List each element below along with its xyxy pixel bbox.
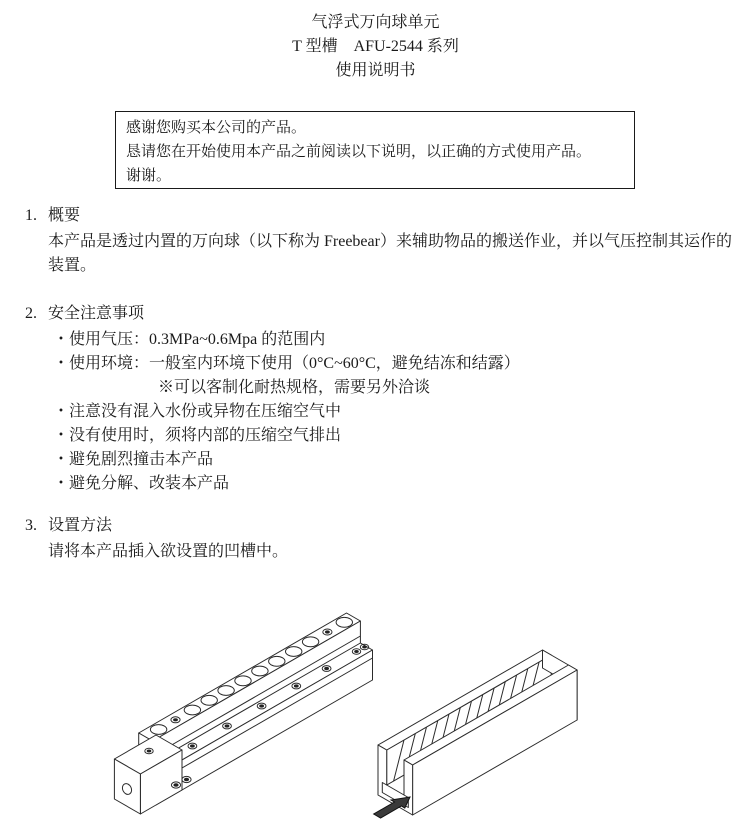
- section-safety: [25, 302, 733, 496]
- notice-line-2: 恳请您在开始使用本产品之前阅读以下说明，以正确的方式使用产品。: [126, 144, 592, 160]
- section-installation: [25, 514, 733, 564]
- safety-item-environment: ・使用环境：一般室内环境下使用（0°C~60°C，避免结冻和结露）: [53, 355, 520, 372]
- safety-bullet-list: [25, 328, 733, 496]
- notice-line-3: 谢谢。: [126, 168, 172, 184]
- section-3-heading: [25, 514, 733, 538]
- title-product-name: 气浮式万向球单元: [311, 14, 440, 31]
- section-1-title: 概要: [48, 207, 81, 224]
- section-3-title: 设置方法: [48, 517, 113, 534]
- document-title-block: [0, 11, 751, 83]
- section-2-number: 2.: [25, 305, 37, 322]
- safety-item-impact: ・避免剧烈撞击本产品: [53, 451, 214, 468]
- section-1-heading: [25, 204, 733, 228]
- safety-item-exhaust: ・没有使用时，须将内部的压缩空气排出: [53, 427, 342, 444]
- figure-afu-unit-drawing: [114, 613, 372, 814]
- section-3-body: 请将本产品插入欲设置的凹槽中。: [48, 543, 289, 560]
- safety-item-disassembly: ・避免分解、改装本产品: [53, 475, 230, 492]
- safety-item-pressure: ・使用气压：0.3MPa~0.6Mpa 的范围内: [53, 331, 326, 348]
- section-overview: [25, 204, 733, 278]
- notice-box: [115, 111, 635, 189]
- section-2-title: 安全注意事项: [48, 305, 145, 322]
- title-manual-type: 使用说明书: [335, 62, 416, 79]
- safety-note-custom-heat: ※可以客制化耐热规格，需要另外洽谈: [158, 379, 431, 396]
- section-3-number: 3.: [25, 517, 37, 534]
- figure-t-slot-groove-drawing: [374, 650, 577, 818]
- section-2-heading: [25, 302, 733, 326]
- safety-item-air-quality: ・注意没有混入水份或异物在压缩空气中: [53, 403, 342, 420]
- title-series: T 型槽 AFU-2544 系列: [292, 38, 459, 55]
- section-1-number: 1.: [25, 207, 37, 224]
- notice-line-1: 感谢您购买本公司的产品。: [126, 120, 307, 136]
- section-1-body: 本产品是透过内置的万向球（以下称为 Freebear）来辅助物品的搬送作业，并以气压控制其运作的装置。: [48, 233, 732, 274]
- insertion-arrow: [374, 797, 410, 818]
